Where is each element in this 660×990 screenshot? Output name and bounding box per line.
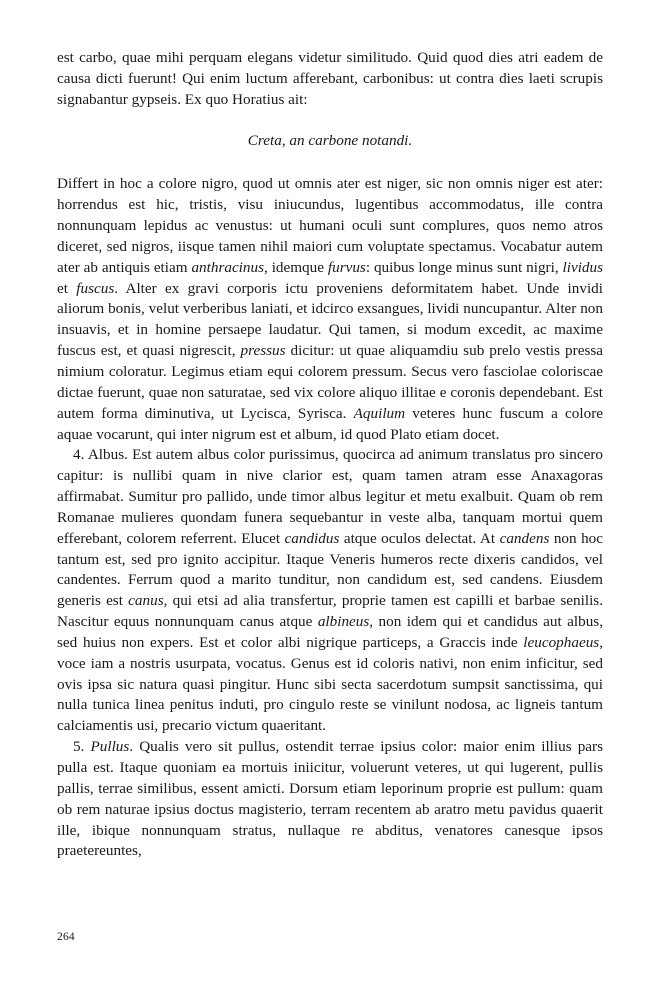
- text-run: non hoc tantum est, sed pro ignito accipitur. Itaque Veneris humeros recte dixeris candidos, vel candentes. Ferrum quod a marito tunditur, non candidum est, sed candens. Eiusdem generis est: [57, 529, 604, 610]
- page-number: 264: [57, 931, 75, 943]
- term-candens: candens: [499, 529, 550, 547]
- verse-quotation: Creta, an carbone notandi.: [247, 132, 413, 150]
- text-run: , qui etsi ad alia transfertur, proprie tamen est capilli et barbae senilis. Nascitur equus nonnunquam canus atque: [57, 592, 603, 631]
- verse-spacer-below: [57, 152, 603, 175]
- paragraph-ater-nigro: [57, 174, 603, 445]
- term-fuscus: fuscus: [76, 279, 115, 297]
- text-run: , non idem qui et candidus aut albus, sed huius non expers. Est et color albi nigrique particeps, a Graccis inde: [57, 613, 603, 651]
- term-aquilum: Aquilum: [353, 404, 406, 422]
- text-run: et: [57, 279, 77, 297]
- text-run: Differt in hoc a colore nigro, quod ut omnis ater est niger, sic non omnis niger est ater: horrendus est hic, tristis, visu iniucundus, lugentibus accommodatus, ille contra nonnunquam lepidus ac venustus: ut humani oculi sunt complures, quos nemo atros diceret, sed nigros, iisque tamen nihil maiori cum voluptate spectamus. Vocabatur autem ater ab antiquis etiam: [57, 175, 603, 276]
- text-run: 4. Albus. Est autem albus color purissimus, quocirca ad animum translatus pro sincero capitur: is nullibi quam in nive clarior est, quam tamen atram esse Anaxagoras affirmabat. Sumitur pro pallido, unde timor albus legitur et metu exalbuit. Quam ob rem Romanae mulieres quondam funera sequebantur in veste alba, tanquam mortui quem efferebant, colorem referrent. Elucet: [57, 446, 603, 547]
- text-run: : quibus longe minus sunt nigri,: [365, 258, 563, 276]
- text-run: , voce iam a nostris usurpata, vocatus. Genus est id coloris nativi, non enim inficitur, sed ovis ipsa sic natura quasi pingitur. Hunc sibi secta sacerdotum sumpsit sanctissima, qui nulla tunica linea penitus induti, pro cingulo reste se vinilunt nodosa, ac ligneis tantum calciamentis usi, precario victum quaeritant.: [57, 633, 603, 735]
- text-column: [57, 48, 603, 862]
- term-pressus: pressus: [240, 342, 286, 360]
- term-leucophaeus: leucophaeus: [523, 633, 600, 651]
- term-canus: canus: [128, 592, 164, 610]
- paragraph-continuation: est carbo, quae mihi perquam elegans videtur similitudo. Quid quod dies atri eadem de causa dicti fuerunt! Qui enim luctum afferebant, carbonibus: ut contra dies laeti scrupis signabantur gypseis. Ex quo Horatius ait:: [57, 49, 603, 108]
- section-5-pullus: [57, 737, 603, 862]
- term-lividus: lividus: [562, 258, 604, 276]
- text-run: . Qualis vero sit pullus, ostendit terrae ipsius color: maior enim illius pars pulla est. Itaque quoniam ea mortuis iniicitur, voluerunt veteres, ut qui lugerent, pullis pallis, terrae similibus, essent amicti. Dorsum etiam leporinum proprie est pullum: quam ob rem naturae ipsius doctus magisterio, terram recentem ab aratro metu pavidus quaerit ille, ibique nonnunquam stratus, nullaque re abditus, venatores canesque ipsos praetereuntes,: [57, 738, 604, 860]
- term-pullus: Pullus: [90, 738, 130, 756]
- text-run: dicitur: ut quae aliquamdiu sub prelo vestis pressa nimium coloratur. Legimus etiam equi colorem pressum. Secus vero fasciolae coloriscae dictae fuerunt, quae non saturatae, sed vix colore aliquo illitae e coronis dependebant. Est autem forma diminutiva, ut Lycisca, Syrisca.: [57, 342, 604, 422]
- text-run: veteres hunc fuscum a colore aquae vocarunt, qui inter nigrum est et album, id quod Plato etiam docet.: [57, 404, 603, 443]
- text-run: . Alter ex gravi corporis ictu proveniens deformitatem habet. Unde invidi aliorum bonis, velut verberibus laniati, et idcirco exsangues, lividi nuncupantur. Alter non insuavis, et in homine persaepe laudatur. Qui tamen, si modum excedit, ac maxime fuscus est, et quasi nigrescit,: [57, 279, 603, 360]
- term-furvus: furvus: [327, 258, 366, 276]
- term-albineus: albineus: [317, 613, 370, 631]
- text-run: 5.: [73, 738, 91, 756]
- term-anthracinus: anthracinus: [191, 258, 265, 276]
- term-candidus: candidus: [284, 529, 340, 547]
- text-run: atque oculos delectat. At: [339, 529, 500, 547]
- verse-spacer-above: [57, 111, 603, 132]
- section-4-albus: [57, 445, 603, 737]
- text-run: , idemque: [264, 258, 328, 276]
